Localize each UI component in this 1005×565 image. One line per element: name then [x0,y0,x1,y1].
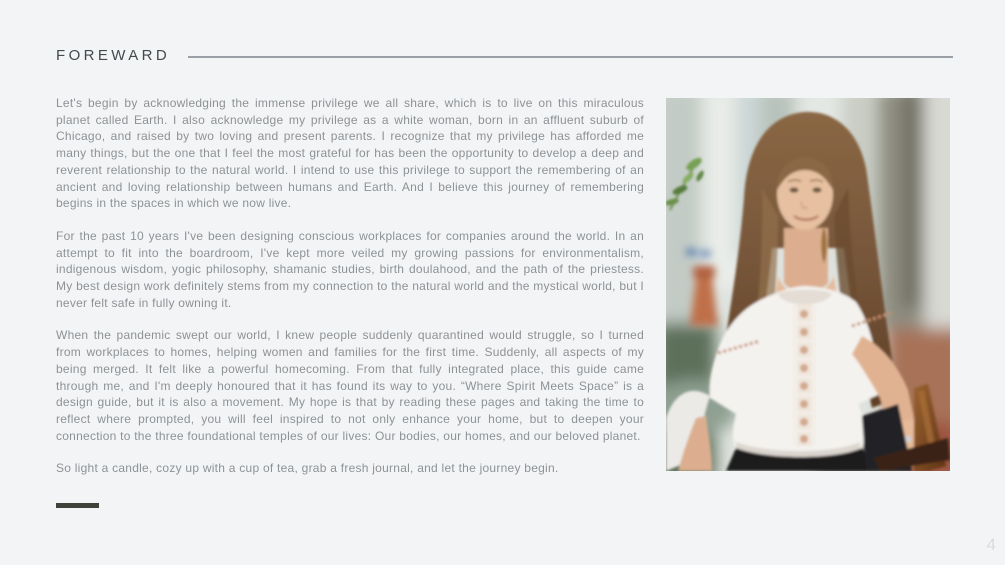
portrait-illustration [666,98,950,471]
author-portrait-photo [666,98,950,471]
foreword-text [56,95,644,493]
foreword-paragraph-2: For the past 10 years I've been designing conscious workplaces for companies around the world. In an attempt to fit into the boardroom, I've kept more veiled my growing passions for environmentalism, indigenous wisdom, yogic philosophy, shamanic studies, birth doulahood, and the path of the priestess. My best design work definitely stems from my connection to the natural world and the mystical world, but I never felt safe in fully owning it. [56,228,644,310]
accent-bar [56,503,99,508]
page-number: 4 [986,535,996,554]
heading-rule [188,56,953,58]
foreword-paragraph-1: Let's begin by acknowledging the immense privilege we all share, which is to live on this miraculous planet called Earth. I also acknowledge my privilege as a white woman, born in an affluent suburb of Chicago, and raised by two loving and present parents. I recognize that my privilege has afforded me many things, but the one that I feel the most grateful for has been the opportunity to develop a deep and reverent relationship to the natural world. I intend to use this privilege to support the remembering of an ancient and loving relationship between humans and Earth. And I believe this journey of remembering begins in the spaces in which we now live. [56,96,644,211]
foreword-paragraph-3: When the pandemic swept our world, I knew people suddenly quarantined would struggle, so I turned from workplaces to homes, helping women and families for the first time. Suddenly, all aspects of my being merged. It felt like a powerful homecoming. From that fully integrated place, this guide came through me, and I'm deeply honoured that it has found its way to you. “Where Spirit Meets Space” is a design guide, but it is also a movement. My hope is that by reading these pages and taking the time to reflect where prompted, you will feel inspired to not only enhance your home, but to deepen your connection to the three foundational temples of our lives: Our bodies, our homes, and our beloved planet. [56,328,644,443]
foreword-paragraph-4: So light a candle, cozy up with a cup of tea, grab a fresh journal, and let the journey begin. [56,461,559,476]
page-title: FOREWARD [56,47,171,64]
